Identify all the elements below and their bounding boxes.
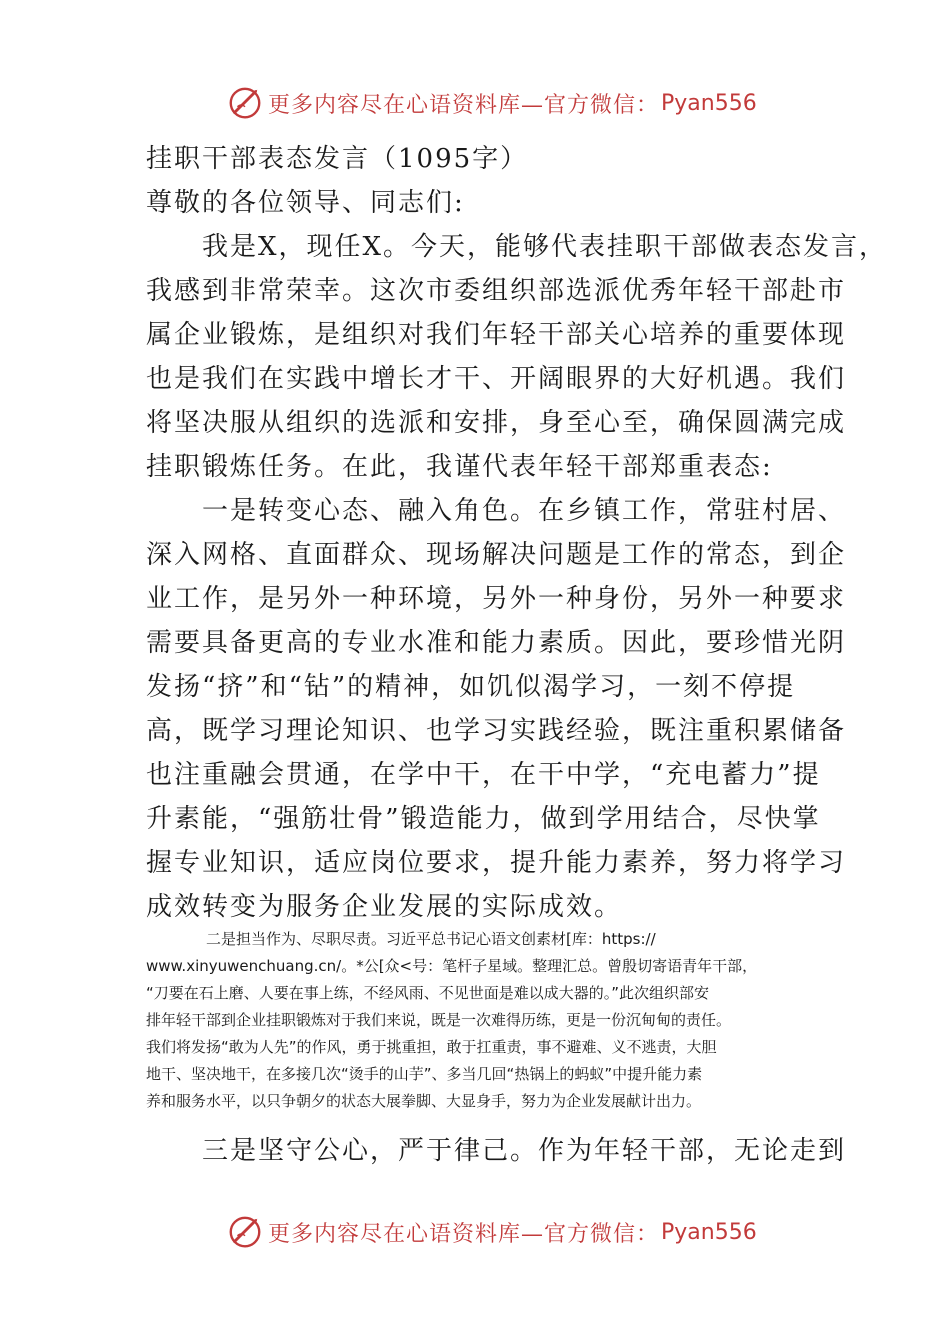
paragraph-line: 养和服务水平，以只争朝夕的状态大展拳脚、大显身手，努力为企业发展献计出力。 xyxy=(146,1092,702,1110)
header-banner xyxy=(226,83,757,123)
banner-text: 更多内容尽在心语资料库—官方微信： xyxy=(268,92,660,118)
paragraph-line: 深入网格、直面群众、现场解决问题是工作的常态，到企 xyxy=(146,540,847,570)
salutation-line: 尊敬的各位领导、同志们: xyxy=(146,188,465,218)
paragraph-3-small xyxy=(146,926,810,1115)
paragraph-line: 我是X，现任X。今天，能够代表挂职干部做表态发言， xyxy=(146,232,888,262)
title-line: 挂职干部表态发言（1095字） xyxy=(146,144,529,174)
banner-wechat-id: Pyan556 xyxy=(661,90,757,116)
banner-text: 更多内容尽在心语资料库—官方微信： xyxy=(268,1221,660,1247)
paragraph-line: 需要具备更高的专业水准和能力素质。因此，要珍惜光阴 xyxy=(146,628,847,658)
paragraph-line: 我们将发扬“敢为人先”的作风，勇于挑重担，敢于扛重责，事不避难、义不逃责，大胆 xyxy=(146,1038,717,1056)
paragraph-line: 将坚决服从组织的选派和安排，身至心至，确保圆满完成 xyxy=(146,408,847,438)
paragraph-line: 握专业知识，适应岗位要求，提升能力素养，努力将学习 xyxy=(146,848,847,878)
paragraph-line: 我感到非常荣幸。这次市委组织部选派优秀年轻干部赴市 xyxy=(146,276,847,306)
paragraph-line: 地干、坚决地干，在多接几次“烫手的山芋”、多当几回“热锅上的蚂蚁”中提升能力素 xyxy=(146,1065,703,1083)
paragraph-line: 二是担当作为、尽职尽责。习近平总书记心语文创素材[库：https:// xyxy=(146,930,656,948)
pen-circle-logo-icon xyxy=(226,84,264,122)
banner-wechat-id: Pyan556 xyxy=(661,1219,757,1245)
salutation xyxy=(146,181,816,225)
paragraph-line: “刀要在石上磨、人要在事上练，不经风雨、不见世面是难以成大器的。”此次组织部安 xyxy=(146,984,710,1002)
paragraph-line: 业工作，是另外一种环境，另外一种身份，另外一种要求 xyxy=(146,584,847,614)
document-title xyxy=(146,137,816,181)
paragraph-line: 成效转变为服务企业发展的实际成效。 xyxy=(146,892,623,922)
paragraph-line: 发扬“挤”和“钻”的精神，如饥似渴学习，一刻不停提 xyxy=(146,672,796,702)
paragraph-1 xyxy=(146,225,888,489)
paragraph-line: 也是我们在实践中增长才干、开阔眼界的大好机遇。我们 xyxy=(146,364,847,394)
paragraph-line: 挂职锻炼任务。在此，我谨代表年轻干部郑重表态: xyxy=(146,452,773,482)
paragraph-line: 属企业锻炼，是组织对我们年轻干部关心培养的重要体现 xyxy=(146,320,847,350)
paragraph-line: 也注重融会贯通，在学中干，在干中学，“充电蓄力”提 xyxy=(146,760,821,790)
paragraph-line: 高，既学习理论知识、也学习实践经验，既注重积累储备 xyxy=(146,716,847,746)
paragraph-line: 排年轻干部到企业挂职锻炼对于我们来说，既是一次难得历练，更是一份沉甸甸的责任。 xyxy=(146,1011,732,1029)
footer-banner xyxy=(226,1212,757,1252)
pen-circle-logo-icon xyxy=(226,1213,264,1251)
paragraph-line: 升素能，“强筋壮骨”锻造能力，做到学用结合，尽快掌 xyxy=(146,804,821,834)
paragraph-2 xyxy=(146,489,847,929)
paragraph-line: www.xinyuwenchuang.cn/。*公[众<号：笔杆子星域。整理汇总。曾殷切寄语青年干部， xyxy=(146,957,758,975)
paragraph-line: 一是转变心态、融入角色。在乡镇工作，常驻村居、 xyxy=(146,496,847,526)
paragraph-4 xyxy=(146,1129,847,1173)
paragraph-line: 三是坚守公心，严于律己。作为年轻干部，无论走到 xyxy=(146,1136,847,1166)
